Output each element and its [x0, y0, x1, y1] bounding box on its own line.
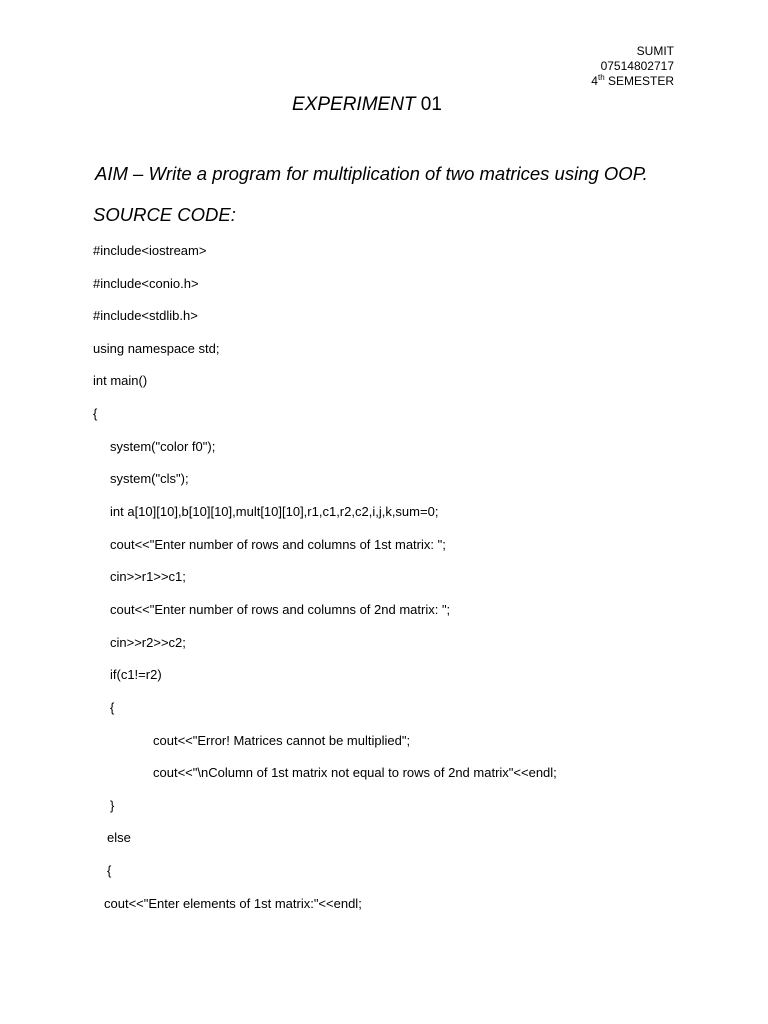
author-header — [591, 44, 674, 89]
code-line: system("color f0"); — [110, 439, 216, 454]
experiment-word: EXPERIMENT — [292, 94, 416, 115]
code-line: cout<<"Enter number of rows and columns of 1st matrix: "; — [110, 537, 446, 552]
code-line: using namespace std; — [93, 341, 220, 356]
code-line: int main() — [93, 373, 148, 388]
semester-number: 4 — [591, 74, 598, 88]
code-line: #include<stdlib.h> — [93, 308, 198, 323]
code-line: cin>>r1>>c1; — [110, 569, 186, 584]
code-line: { — [107, 863, 112, 878]
code-line: cout<<"Enter number of rows and columns of 2nd matrix: "; — [110, 602, 451, 617]
code-line: #include<conio.h> — [93, 276, 199, 291]
source-code-heading: SOURCE CODE: — [93, 204, 236, 225]
code-line: int a[10][10],b[10][10],mult[10][10],r1,c1,r2,c2,i,j,k,sum=0; — [110, 504, 439, 519]
semester — [591, 74, 674, 89]
code-line: #include<iostream> — [93, 243, 207, 258]
code-line: cout<<"\nColumn of 1st matrix not equal to rows of 2nd matrix"<<endl; — [153, 765, 557, 780]
code-line: cout<<"Enter elements of 1st matrix:"<<endl; — [104, 896, 362, 911]
code-line: { — [110, 700, 115, 715]
code-line: else — [107, 830, 131, 845]
code-line: { — [93, 406, 98, 421]
code-line: if(c1!=r2) — [110, 667, 162, 682]
author-name: SUMIT — [636, 44, 674, 58]
code-line: cout<<"Error! Matrices cannot be multiplied"; — [153, 733, 411, 748]
code-line: system("cls"); — [110, 471, 189, 486]
semester-label: SEMESTER — [604, 74, 674, 88]
code-line: } — [110, 798, 115, 813]
code-line: cin>>r2>>c2; — [110, 635, 186, 650]
experiment-number: 01 — [415, 94, 442, 115]
roll-number: 07514802717 — [600, 59, 674, 73]
aim-statement: AIM – Write a program for multiplication of two matrices using OOP. — [95, 163, 648, 184]
experiment-title — [292, 94, 442, 116]
semester-suffix: th — [597, 73, 605, 82]
